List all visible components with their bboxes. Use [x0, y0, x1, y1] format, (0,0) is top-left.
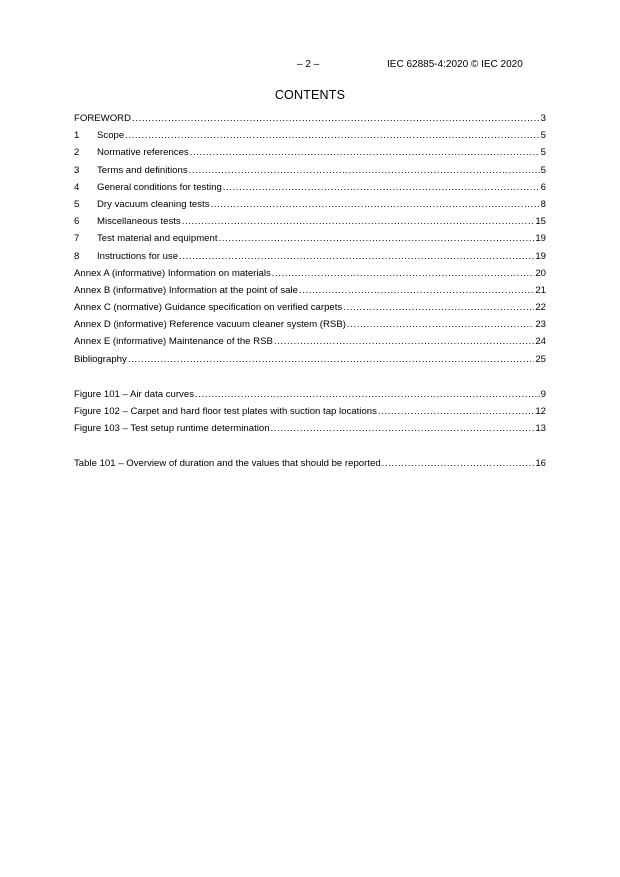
toc-dot-leader — [378, 403, 534, 420]
toc-dot-leader — [223, 179, 540, 196]
toc-entry-page: 13 — [535, 423, 546, 435]
toc-entry-page: 9 — [540, 389, 546, 400]
toc-main-list — [74, 110, 546, 368]
toc-entry-number: 2 — [74, 147, 80, 159]
toc-entry-page: 21 — [535, 284, 546, 296]
toc-dot-leader — [189, 162, 540, 179]
toc-entry-label: Dry vacuum cleaning tests — [97, 198, 210, 210]
toc-entry[interactable] — [74, 179, 546, 196]
toc-entry-label: Terms and definitions — [97, 164, 188, 176]
toc-entry-page: 16 — [535, 458, 546, 469]
toc-entry-label: Instructions for use — [97, 250, 179, 262]
toc-entry-label: Figure 102 – Carpet and hard floor test plates with suction tap locations — [74, 406, 377, 418]
toc-dot-leader — [272, 265, 535, 282]
toc-entry-page: 5 — [540, 147, 546, 159]
toc-entry-label: Figure 101 – Air data curves — [74, 389, 194, 400]
toc-entry-page: 19 — [535, 250, 546, 262]
toc-entry-page: 20 — [535, 267, 546, 279]
toc-entry[interactable] — [74, 420, 546, 437]
toc-entry[interactable] — [74, 386, 546, 403]
toc-entry-page: 25 — [535, 353, 546, 365]
page-header — [0, 59, 620, 73]
page-number: – 2 – — [297, 59, 320, 70]
toc-entry-label: Scope — [97, 130, 125, 142]
toc-dot-leader — [195, 386, 540, 403]
toc-dot-leader — [219, 230, 535, 247]
toc-entry-label: Test material and equipment — [97, 233, 218, 245]
document-id: IEC 62885-4:2020 © IEC 2020 — [387, 59, 523, 70]
toc-entry[interactable] — [74, 162, 546, 179]
toc-entry-label: Table 101 – Overview of duration and the values that should be reported — [74, 458, 381, 469]
toc-dot-leader — [347, 316, 534, 333]
toc-entry[interactable] — [74, 196, 546, 213]
toc-entry-label: Annex D (informative) Reference vacuum cleaner system (RSB) — [74, 319, 346, 331]
toc-entry[interactable] — [74, 333, 546, 350]
toc-dot-leader — [182, 213, 535, 230]
toc-entry-label: Annex A (informative) Information on materials — [74, 267, 271, 279]
toc-entry[interactable] — [74, 265, 546, 282]
toc-entry-label: Annex C (normative) Guidance specification on verified carpets — [74, 302, 343, 314]
toc-entry[interactable] — [74, 282, 546, 299]
page-title: CONTENTS — [274, 88, 346, 102]
toc-entry[interactable] — [74, 316, 546, 333]
toc-entry-number: 8 — [74, 250, 80, 262]
toc-entry-label: Bibliography — [74, 353, 127, 365]
toc-entry-page: 22 — [535, 302, 546, 314]
toc-entry-page: 8 — [540, 198, 546, 210]
toc-dot-leader — [382, 455, 535, 472]
toc-entry-number: 6 — [74, 216, 80, 228]
toc-entry-page: 5 — [540, 130, 546, 142]
toc-entry[interactable] — [74, 403, 546, 420]
toc-entry[interactable] — [74, 110, 546, 127]
toc-entry-label: Annex E (informative) Maintenance of the RSB — [74, 336, 273, 348]
toc-entry[interactable] — [74, 144, 546, 161]
toc-entry-label: General conditions for testing — [97, 181, 222, 193]
toc-entry[interactable] — [74, 248, 546, 265]
toc-dot-leader — [190, 144, 540, 161]
toc-entry-label: Miscellaneous tests — [97, 216, 181, 228]
toc-dot-leader — [343, 299, 534, 316]
toc-entry[interactable] — [74, 455, 546, 472]
toc-entry-label: Annex B (informative) Information at the point of sale — [74, 284, 298, 296]
toc-entry-page: 3 — [540, 113, 546, 124]
toc-entry-number: 1 — [74, 130, 80, 142]
toc-entry-label: Figure 103 – Test setup runtime determination — [74, 423, 270, 435]
toc-entry-page: 24 — [535, 336, 546, 348]
toc-dot-leader — [274, 333, 534, 350]
toc-entry-page: 19 — [535, 233, 546, 245]
toc-entry-number: 3 — [74, 164, 80, 176]
toc-entry-page: 23 — [535, 319, 546, 331]
toc-entry[interactable] — [74, 351, 546, 368]
toc-dot-leader — [132, 110, 540, 127]
toc-dot-leader — [271, 420, 535, 437]
toc-entry[interactable] — [74, 230, 546, 247]
toc-dot-leader — [211, 196, 540, 213]
toc-figures-list — [74, 386, 546, 438]
toc-dot-leader — [128, 351, 535, 368]
toc-entry[interactable] — [74, 213, 546, 230]
toc-entry-label: Normative references — [97, 147, 189, 159]
toc-entry[interactable] — [74, 127, 546, 144]
toc-entry-page: 5 — [540, 164, 546, 176]
toc-entry-page: 12 — [535, 406, 546, 418]
toc-entry-number: 4 — [74, 181, 80, 193]
toc-dot-leader — [179, 248, 534, 265]
toc-dot-leader — [299, 282, 534, 299]
toc-entry-page: 6 — [540, 181, 546, 193]
toc-entry[interactable] — [74, 299, 546, 316]
toc-entry-number: 7 — [74, 233, 80, 245]
toc-entry-label: FOREWORD — [74, 113, 132, 124]
toc-dot-leader — [125, 127, 539, 144]
toc-tables-list — [74, 455, 546, 472]
toc-entry-number: 5 — [74, 198, 80, 210]
toc-entry-page: 15 — [535, 216, 546, 228]
